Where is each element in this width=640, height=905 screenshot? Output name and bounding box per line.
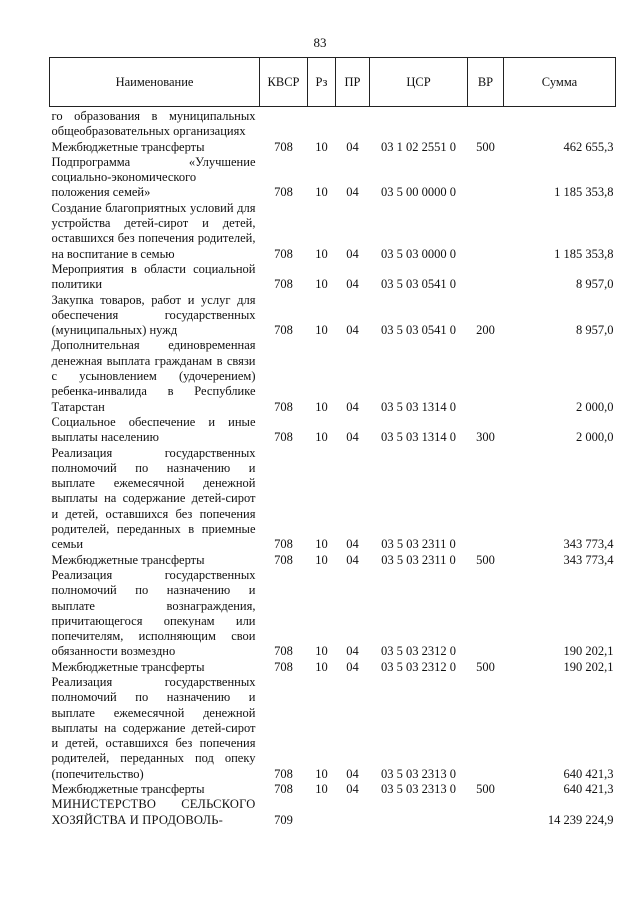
row-pr: 04 xyxy=(346,644,359,659)
table-row xyxy=(50,107,616,140)
page-number: 83 xyxy=(313,35,327,50)
row-vr xyxy=(468,262,504,293)
row-sum: 190 202,1 xyxy=(563,659,614,674)
row-sum: 190 202,1 xyxy=(563,644,614,659)
row-csr: 03 5 03 0541 0 xyxy=(381,277,456,292)
table-row xyxy=(50,446,616,553)
row-csr: 03 5 03 2312 0 xyxy=(381,644,456,659)
row-vr: 300 xyxy=(476,430,495,445)
row-vr xyxy=(468,568,504,660)
table-row xyxy=(50,660,616,675)
row-csr: 03 5 03 2313 0 xyxy=(381,782,456,797)
row-sum xyxy=(504,107,616,140)
row-kvsr: 708 xyxy=(274,430,293,445)
row-name: Социальное обеспечение и иные выплаты населению xyxy=(51,414,256,445)
row-vr: 500 xyxy=(476,782,495,797)
row-kvsr: 708 xyxy=(274,766,293,781)
row-name: Реализация государственных полномочий по назначению и выплате ежемесячной денежной выплаты на содержание детей-сирот и детей, оставшихся без попечения родителей, переданных в приемные семьи xyxy=(51,445,256,552)
row-kvsr: 708 xyxy=(274,399,293,414)
row-kvsr: 709 xyxy=(274,812,293,827)
row-name: Дополнительная единовременная денежная выплата гражданам в связи с усыновлением (удочерением) ребенка-инвалида в Республике Татарстан xyxy=(51,338,256,414)
row-rz: 10 xyxy=(315,277,328,292)
row-name: Межбюджетные трансферты xyxy=(51,552,205,567)
header-vr: ВР xyxy=(468,58,504,107)
row-sum: 462 655,3 xyxy=(563,139,614,154)
table-row xyxy=(50,797,616,828)
header-rz: Рз xyxy=(308,58,336,107)
row-pr: 04 xyxy=(346,399,359,414)
row-csr xyxy=(370,107,468,140)
row-pr xyxy=(336,797,370,828)
budget-table xyxy=(49,57,616,828)
row-rz: 10 xyxy=(315,766,328,781)
row-rz: 10 xyxy=(315,323,328,338)
row-kvsr: 708 xyxy=(274,246,293,261)
row-csr: 03 5 03 2311 0 xyxy=(381,537,456,552)
row-csr: 03 5 00 0000 0 xyxy=(381,185,456,200)
row-pr: 04 xyxy=(346,537,359,552)
row-kvsr: 708 xyxy=(274,659,293,674)
row-name: Реализация государственных полномочий по назначению и выплате вознаграждения, причитающегося опекунам или попечителям, исполняющим свои обязанности возмездно xyxy=(51,567,256,659)
row-sum: 1 185 353,8 xyxy=(554,185,614,200)
row-rz: 10 xyxy=(315,430,328,445)
row-rz: 10 xyxy=(315,782,328,797)
row-csr: 03 5 03 2312 0 xyxy=(381,659,456,674)
row-sum: 2 000,0 xyxy=(576,399,614,414)
table-row xyxy=(50,415,616,446)
header-csr: ЦСР xyxy=(370,58,468,107)
row-rz: 10 xyxy=(315,185,328,200)
row-name: Межбюджетные трансферты xyxy=(51,659,205,674)
row-rz xyxy=(308,107,336,140)
row-name: Реализация государственных полномочий по назначению и выплате ежемесячной денежной выплаты на содержание детей-сирот и детей, оставшихся без попечения родителей, переданных под опеку (попечительство) xyxy=(51,674,256,781)
row-csr: 03 1 02 2551 0 xyxy=(381,139,456,154)
row-pr: 04 xyxy=(346,246,359,261)
row-csr: 03 5 03 0541 0 xyxy=(381,323,456,338)
table-row xyxy=(50,782,616,797)
header-name: Наименование xyxy=(50,58,260,107)
row-csr: 03 5 03 2311 0 xyxy=(381,552,456,567)
row-vr: 500 xyxy=(476,552,495,567)
row-rz: 10 xyxy=(315,399,328,414)
row-vr: 500 xyxy=(476,139,495,154)
row-kvsr: 708 xyxy=(274,537,293,552)
row-rz: 10 xyxy=(315,139,328,154)
row-pr: 04 xyxy=(346,277,359,292)
table-header xyxy=(50,58,616,107)
row-name: го образования в муниципальных общеобразовательных организациях xyxy=(51,109,256,139)
row-csr: 03 5 03 0000 0 xyxy=(381,246,456,261)
table-row xyxy=(50,262,616,293)
row-sum: 14 239 224,9 xyxy=(547,812,614,827)
row-name: Мероприятия в области социальной политики xyxy=(51,261,256,292)
table-body xyxy=(50,107,616,828)
row-kvsr: 708 xyxy=(274,644,293,659)
row-name: Закупка товаров, работ и услуг для обеспечения государственных (муниципальных) нужд xyxy=(51,292,256,338)
row-csr xyxy=(370,797,468,828)
row-vr xyxy=(468,155,504,201)
row-pr: 04 xyxy=(346,766,359,781)
row-vr xyxy=(468,107,504,140)
row-kvsr: 708 xyxy=(274,139,293,154)
row-rz: 10 xyxy=(315,552,328,567)
row-sum: 640 421,3 xyxy=(563,766,614,781)
table-row xyxy=(50,140,616,155)
row-csr: 03 5 03 1314 0 xyxy=(381,430,456,445)
row-pr: 04 xyxy=(346,782,359,797)
row-vr: 500 xyxy=(476,659,495,674)
row-sum: 1 185 353,8 xyxy=(554,246,614,261)
row-rz: 10 xyxy=(315,537,328,552)
row-pr: 04 xyxy=(346,139,359,154)
row-kvsr xyxy=(260,107,308,140)
row-kvsr: 708 xyxy=(274,552,293,567)
table-row xyxy=(50,338,616,414)
row-vr xyxy=(468,201,504,262)
row-sum: 8 957,0 xyxy=(576,277,614,292)
row-pr xyxy=(336,107,370,140)
row-kvsr: 708 xyxy=(274,323,293,338)
row-sum: 8 957,0 xyxy=(576,323,614,338)
row-name: МИНИСТЕРСТВО СЕЛЬСКОГО ХОЗЯЙСТВА И ПРОДОВОЛЬ- xyxy=(51,797,256,827)
row-kvsr: 708 xyxy=(274,185,293,200)
row-vr xyxy=(468,797,504,828)
row-name: Межбюджетные трансферты xyxy=(51,139,205,154)
row-pr: 04 xyxy=(346,552,359,567)
row-kvsr: 708 xyxy=(274,782,293,797)
header-sum: Сумма xyxy=(504,58,616,107)
table-row xyxy=(50,201,616,262)
row-rz: 10 xyxy=(315,246,328,261)
row-name: Подпрограмма «Улучшение социально-экономического положения семей» xyxy=(51,154,256,200)
header-pr: ПР xyxy=(336,58,370,107)
table-row xyxy=(50,293,616,339)
table-row xyxy=(50,568,616,660)
row-csr: 03 5 03 1314 0 xyxy=(381,399,456,414)
header-kvsr: КВСР xyxy=(260,58,308,107)
table-row xyxy=(50,155,616,201)
row-pr: 04 xyxy=(346,430,359,445)
row-rz: 10 xyxy=(315,644,328,659)
row-kvsr: 708 xyxy=(274,277,293,292)
row-sum: 2 000,0 xyxy=(576,430,614,445)
row-pr: 04 xyxy=(346,323,359,338)
row-rz: 10 xyxy=(315,659,328,674)
row-vr xyxy=(468,446,504,553)
row-vr: 200 xyxy=(476,323,495,338)
table-row xyxy=(50,675,616,782)
row-pr: 04 xyxy=(346,185,359,200)
row-csr: 03 5 03 2313 0 xyxy=(381,766,456,781)
row-name: Межбюджетные трансферты xyxy=(51,782,205,797)
table-row xyxy=(50,553,616,568)
row-name: Создание благоприятных условий для устройства детей-сирот и детей, оставшихся без попечения родителей, на воспитание в семью xyxy=(51,200,256,261)
row-vr xyxy=(468,675,504,782)
row-sum: 343 773,4 xyxy=(563,537,614,552)
row-pr: 04 xyxy=(346,659,359,674)
row-rz xyxy=(308,797,336,828)
row-sum: 343 773,4 xyxy=(563,552,614,567)
row-sum: 640 421,3 xyxy=(563,782,614,797)
row-vr xyxy=(468,338,504,414)
